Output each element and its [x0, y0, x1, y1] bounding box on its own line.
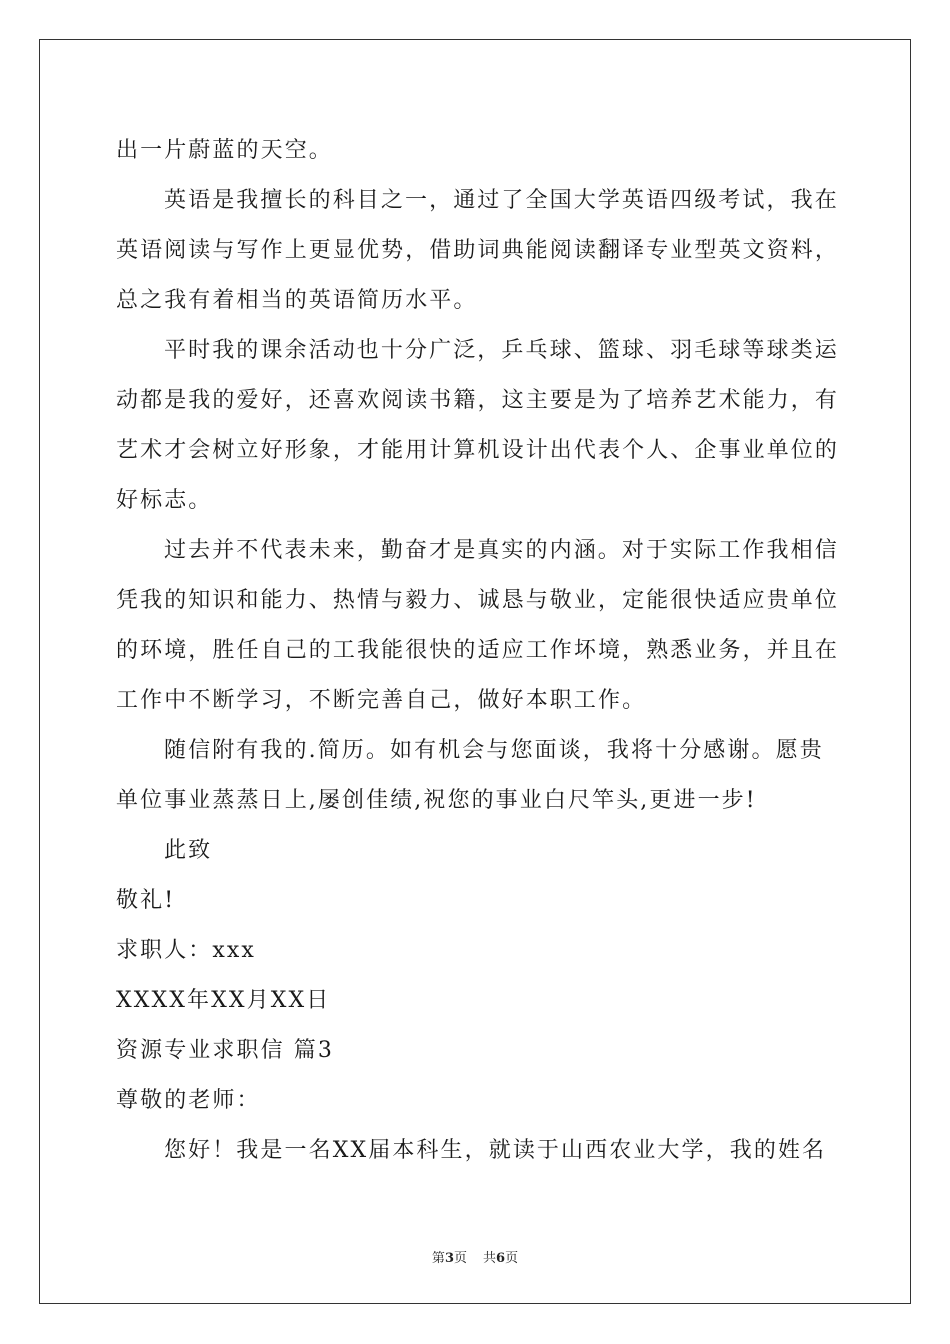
total-suffix: 页: [505, 1251, 519, 1266]
greeting: 尊敬的老师：: [116, 1088, 261, 1113]
paragraph-line: 动都是我的爱好，还喜欢阅读书籍，这主要是为了培养艺术能力，有: [116, 388, 840, 413]
applicant-signature: 求职人：xxx: [116, 938, 256, 963]
paragraph-line: 出一片蔚蓝的天空。: [116, 138, 333, 163]
letter-date: XXXX年XX月XX日: [116, 988, 331, 1013]
paragraph-line: 单位事业蒸蒸日上,屡创佳绩,祝您的事业白尺竿头,更进一步!: [116, 788, 757, 813]
page-suffix: 页: [453, 1251, 467, 1266]
section-heading: 资源专业求职信 篇3: [116, 1038, 334, 1063]
closing-salutation: 此致: [164, 838, 213, 863]
paragraph-line: 平时我的课余活动也十分广泛，乒乓球、篮球、羽毛球等球类运: [164, 338, 839, 363]
total-page-number: 6: [496, 1251, 506, 1266]
document-body: [116, 126, 840, 1176]
total-prefix: 共: [483, 1251, 497, 1266]
paragraph-line: 总之我有着相当的英语简历水平。: [116, 288, 478, 313]
paragraph-line: 英语是我擅长的科目之一，通过了全国大学英语四级考试，我在: [164, 188, 839, 213]
page-footer: [0, 1247, 950, 1266]
page-prefix: 第: [431, 1251, 445, 1266]
closing-regards: 敬礼!: [116, 888, 176, 913]
paragraph-line: 凭我的知识和能力、热情与毅力、诚恳与敬业，定能很快适应贵单位: [116, 588, 840, 613]
paragraph-line: 工作中不断学习，不断完善自己，做好本职工作。: [116, 688, 647, 713]
paragraph-line: 艺术才会树立好形象，才能用计算机设计出代表个人、企事业单位的: [116, 438, 840, 463]
paragraph-line: 的环境，胜任自己的工我能很快的适应工作坏境，熟悉业务，并且在: [116, 638, 840, 663]
paragraph-line: 您好！我是一名XX届本科生，就读于山西农业大学，我的姓名: [164, 1138, 827, 1163]
paragraph-line: 过去并不代表未来，勤奋才是真实的内涵。对于实际工作我相信: [164, 538, 839, 563]
current-page-number: 3: [444, 1251, 454, 1266]
paragraph-line: 好标志。: [116, 488, 213, 513]
paragraph-line: 英语阅读与写作上更显优势，借助词典能阅读翻译专业型英文资料，: [116, 238, 840, 263]
paragraph-line: 随信附有我的.简历。如有机会与您面谈，我将十分感谢。愿贵: [164, 738, 824, 763]
